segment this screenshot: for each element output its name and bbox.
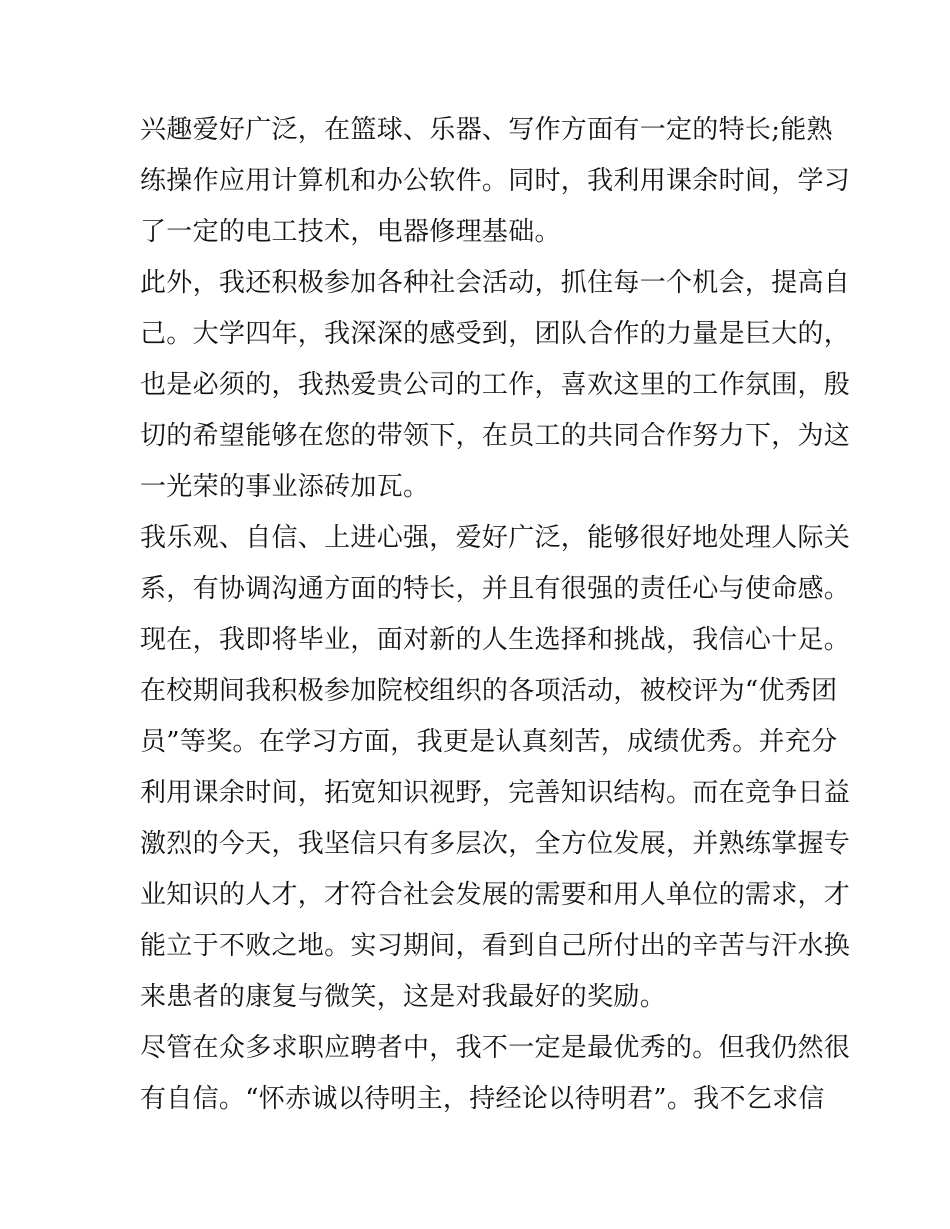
text-line: 有自信。“怀赤诚以待明主，持经论以待明君”。我不乞求信 (140, 1084, 825, 1114)
text-line: 练操作应用计算机和办公软件。同时，我利用课余时间，学习 (140, 166, 851, 196)
text-line: 了一定的电工技术，电器修理基础。 (140, 217, 561, 247)
text-line: 系，有协调沟通方面的特长，并且有很强的责任心与使命感。 (140, 574, 851, 604)
text-line: 激烈的今天，我坚信只有多层次，全方位发展，并熟练掌握专 (140, 829, 851, 859)
text-line: 此外，我还积极参加各种社会活动，抓住每一个机会，提高自 (140, 268, 851, 298)
text-line: 尽管在众多求职应聘者中，我不一定是最优秀的。但我仍然很 (140, 1033, 851, 1063)
text-line: 利用课余时间，拓宽知识视野，完善知识结构。而在竞争日益 (140, 778, 851, 808)
text-line: 切的希望能够在您的带领下，在员工的共同合作努力下，为这 (140, 421, 851, 451)
text-line: 我乐观、自信、上进心强，爱好广泛，能够很好地处理人际关 (140, 523, 851, 553)
text-line: 己。大学四年，我深深的感受到，团队合作的力量是巨大的， (140, 319, 851, 349)
text-line: 一光荣的事业添砖加瓦。 (140, 472, 430, 502)
text-line: 来患者的康复与微笑，这是对我最好的奖励。 (140, 982, 667, 1012)
text-line: 能立于不败之地。实习期间，看到自己所付出的辛苦与汗水换 (140, 931, 851, 961)
text-line: 现在，我即将毕业，面对新的人生选择和挑战，我信心十足。 (140, 625, 851, 655)
text-line: 在校期间我积极参加院校组织的各项活动，被校评为“优秀团 (140, 676, 838, 706)
text-line: 也是必须的，我热爱贵公司的工作，喜欢这里的工作氛围，殷 (140, 370, 851, 400)
text-line: 业知识的人才，才符合社会发展的需要和用人单位的需求，才 (140, 880, 851, 910)
text-line: 兴趣爱好广泛，在篮球、乐器、写作方面有一定的特长;能熟 (140, 115, 833, 145)
text-line: 员”等奖。在学习方面，我更是认真刻苦，成绩优秀。并充分 (140, 727, 838, 757)
